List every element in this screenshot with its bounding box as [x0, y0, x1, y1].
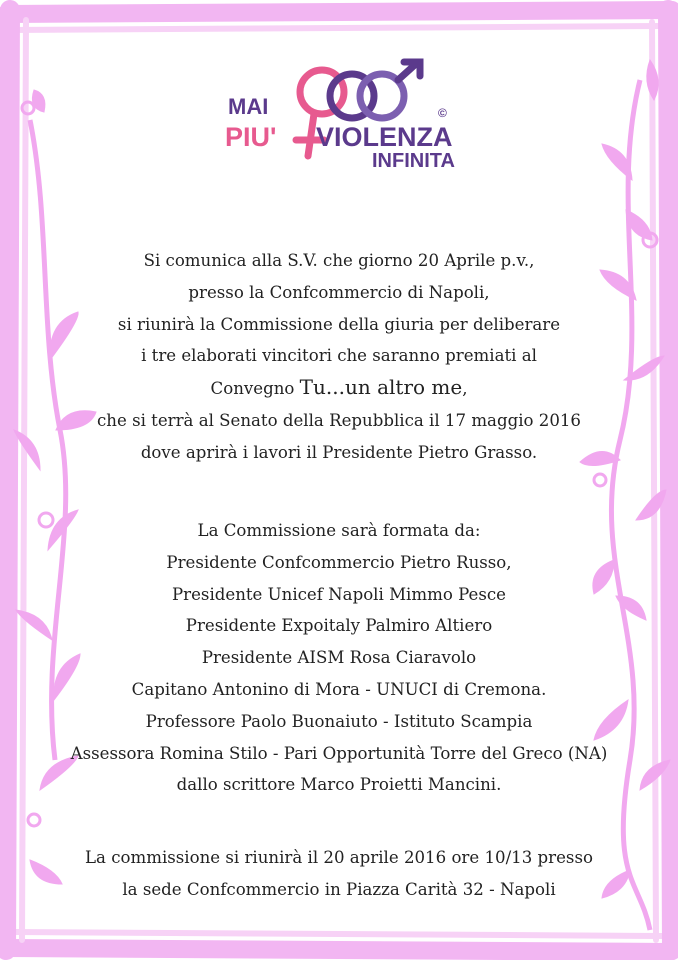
commission-member: Presidente Unicef Napoli Mimmo Pesce [172, 584, 506, 604]
commission-paragraph [50, 515, 628, 801]
commission-member: Presidente AISM Rosa Ciaravolo [201, 648, 477, 668]
text-line: Si comunica alla S.V. che giorno 20 Aprile p.v., [143, 251, 535, 270]
logo-copyright: © [438, 106, 447, 120]
mai-piu-violenza-infinita-logo [222, 56, 458, 180]
announcement-paragraph [50, 245, 628, 469]
convention-line [50, 372, 628, 405]
text-line: la sede Confcommercio in Piazza Carità 32 - Napoli [122, 879, 556, 899]
commission-member: Assessora Romina Stilo - Pari Opportunità Torre del Greco (NA) [70, 743, 608, 763]
convention-title: Tu...un altro me [299, 375, 463, 400]
text-line: i tre elaborati vincitori che saranno premiati al [141, 346, 537, 366]
commission-member: Presidente Expoitaly Palmiro Altiero [185, 616, 493, 636]
meeting-details-paragraph [50, 842, 628, 906]
text-line: presso la Confcommercio di Napoli, [188, 282, 490, 302]
logo-text-violenza: VIOLENZA [316, 122, 453, 152]
logo-text-infinita: INFINITA [372, 150, 455, 172]
commission-member: Presidente Confcommercio Pietro Russo, [166, 552, 512, 572]
logo-text-mai: MAI [228, 94, 269, 119]
text-fragment: Convegno [210, 379, 300, 399]
commission-member: dallo scrittore Marco Proietti Mancini. [176, 775, 502, 795]
commission-intro: La Commissione sarà formata da: [197, 521, 481, 540]
text-line: si riunirà la Commissione della giuria per deliberare [117, 314, 561, 334]
text-line: La commissione si riunirà il 20 aprile 2016 ore 10/13 presso [85, 848, 593, 867]
commission-member: Professore Paolo Buonaiuto - Istituto Scampia [145, 711, 533, 731]
text-line: dove aprirà i lavori il Presidente Pietro Grasso. [140, 442, 538, 462]
text-line: che si terrà al Senato della Repubblica il 17 maggio 2016 [97, 410, 581, 430]
logo-text-piu: PIU' [225, 122, 277, 152]
commission-member: Capitano Antonino di Mora - UNUCI di Cremona. [131, 679, 547, 699]
text-fragment: , [462, 379, 468, 399]
